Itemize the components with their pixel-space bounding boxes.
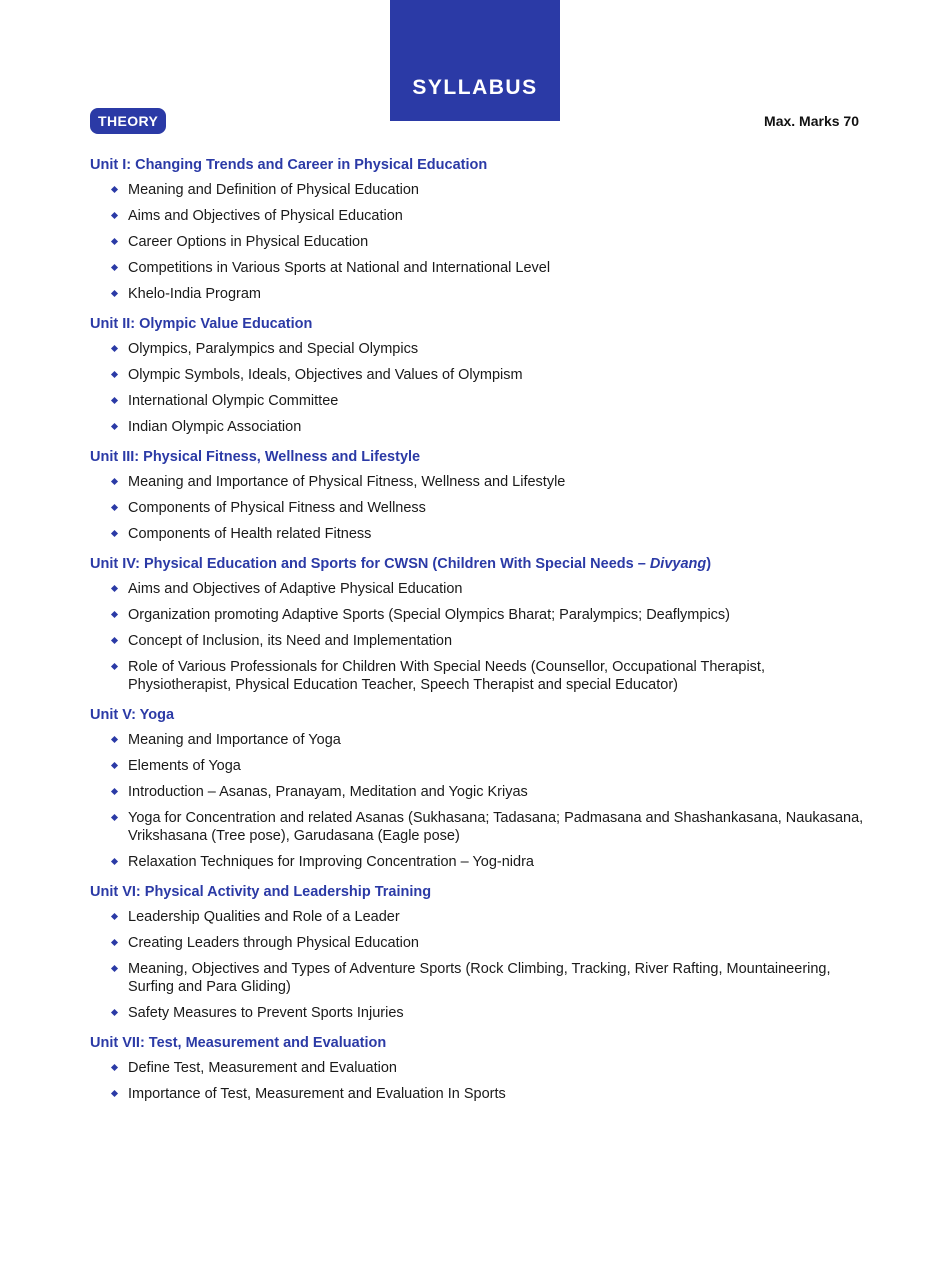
list-item	[90, 233, 870, 251]
diamond-bullet-icon	[111, 345, 118, 352]
unit-title: Unit VII: Test, Measurement and Evaluation	[90, 1035, 387, 1051]
unit-title: Unit III: Physical Fitness, Wellness and Lifestyle	[90, 449, 421, 465]
topic-text: Khelo-India Program	[128, 286, 261, 302]
list-item	[90, 366, 870, 384]
diamond-bullet-icon	[111, 762, 118, 769]
list-item	[90, 181, 870, 199]
topic-text: Aims and Objectives of Adaptive Physical Education	[128, 581, 463, 597]
list-item	[90, 1085, 870, 1103]
diamond-bullet-icon	[111, 858, 118, 865]
diamond-bullet-icon	[111, 530, 118, 537]
topic-text: Career Options in Physical Education	[128, 234, 369, 250]
topic-text: Indian Olympic Association	[128, 419, 302, 435]
topic-text: Olympic Symbols, Ideals, Objectives and Values of Olympism	[128, 367, 523, 383]
list-item	[90, 606, 870, 624]
max-marks: Max. Marks 70	[764, 113, 859, 129]
unit-title	[90, 554, 870, 574]
unit-title-end: )	[706, 556, 712, 572]
diamond-bullet-icon	[111, 611, 118, 618]
list-item	[90, 580, 870, 598]
list-item	[90, 473, 870, 491]
diamond-bullet-icon	[111, 663, 118, 670]
topic-text: Importance of Test, Measurement and Evaluation In Sports	[128, 1086, 506, 1102]
topic-text: Olympics, Paralympics and Special Olympics	[128, 341, 419, 357]
diamond-bullet-icon	[111, 423, 118, 430]
topic-text: Role of Various Professionals for Children With Special Needs (Counsellor, Occupational Therapist, Physiotherapist, Physical Education Teacher, Speech Therapist and special Educator)	[128, 659, 765, 693]
topic-text: Meaning and Definition of Physical Education	[128, 182, 419, 198]
list-item	[90, 340, 870, 358]
list-item	[90, 392, 870, 410]
diamond-bullet-icon	[111, 397, 118, 404]
syllabus-header-tab	[390, 0, 560, 121]
list-item	[90, 908, 870, 926]
list-item	[90, 259, 870, 277]
unit-section	[90, 314, 870, 436]
list-item	[90, 1004, 870, 1022]
diamond-bullet-icon	[111, 814, 118, 821]
diamond-bullet-icon	[111, 290, 118, 297]
topic-text: Concept of Inclusion, its Need and Implementation	[128, 633, 453, 649]
list-item	[90, 960, 870, 996]
theory-badge	[90, 108, 166, 134]
topic-text: Yoga for Concentration and related Asanas (Sukhasana; Tadasana; Padmasana and Shashankasana, Naukasana, Vrikshasana (Tree pose), Garudasana (Eagle pose)	[128, 810, 864, 844]
unit-section	[90, 705, 870, 871]
list-item	[90, 1059, 870, 1077]
topic-text: Aims and Objectives of Physical Education	[128, 208, 403, 224]
unit-title: Unit I: Changing Trends and Career in Physical Education	[90, 157, 488, 173]
diamond-bullet-icon	[111, 736, 118, 743]
unit-section	[90, 882, 870, 1022]
diamond-bullet-icon	[111, 1009, 118, 1016]
list-item	[90, 499, 870, 517]
topic-text: Meaning and Importance of Physical Fitness, Wellness and Lifestyle	[128, 474, 566, 490]
unit-title: Unit VI: Physical Activity and Leadership Training	[90, 884, 432, 900]
topic-text: Define Test, Measurement and Evaluation	[128, 1060, 397, 1076]
topic-list	[90, 731, 870, 871]
list-item	[90, 853, 870, 871]
unit-section	[90, 447, 870, 543]
list-item	[90, 285, 870, 303]
topic-text: Meaning, Objectives and Types of Adventure Sports (Rock Climbing, Tracking, River Rafting, Mountaineering, Surfing and Para Gliding)	[128, 961, 831, 995]
diamond-bullet-icon	[111, 212, 118, 219]
topic-text: Components of Health related Fitness	[128, 526, 372, 542]
unit-section	[90, 155, 870, 303]
diamond-bullet-icon	[111, 913, 118, 920]
topic-text: Competitions in Various Sports at National and International Level	[128, 260, 551, 276]
theory-label: THEORY	[98, 113, 159, 129]
diamond-bullet-icon	[111, 504, 118, 511]
diamond-bullet-icon	[111, 371, 118, 378]
topic-list	[90, 181, 870, 303]
list-item	[90, 658, 870, 694]
unit-title-main: Unit IV: Physical Education and Sports for CWSN (Children With Special Needs –	[90, 556, 650, 572]
diamond-bullet-icon	[111, 939, 118, 946]
topic-text: Elements of Yoga	[128, 758, 241, 774]
diamond-bullet-icon	[111, 238, 118, 245]
topic-text: Relaxation Techniques for Improving Concentration – Yog-nidra	[128, 854, 534, 870]
syllabus-title: SYLLABUS	[412, 76, 538, 99]
topic-list	[90, 473, 870, 543]
topic-text: Components of Physical Fitness and Wellness	[128, 500, 426, 516]
topic-list	[90, 1059, 870, 1103]
unit-title: Unit II: Olympic Value Education	[90, 316, 313, 332]
unit-title: Unit V: Yoga	[90, 707, 175, 723]
list-item	[90, 632, 870, 650]
topic-text: Leadership Qualities and Role of a Leader	[128, 909, 400, 925]
list-item	[90, 783, 870, 801]
diamond-bullet-icon	[111, 637, 118, 644]
topic-text: Creating Leaders through Physical Education	[128, 935, 419, 951]
unit-title-emphasis: Divyang	[649, 556, 707, 572]
list-item	[90, 525, 870, 543]
unit-section	[90, 554, 870, 694]
topic-list	[90, 908, 870, 1022]
list-item	[90, 207, 870, 225]
diamond-bullet-icon	[111, 478, 118, 485]
list-item	[90, 731, 870, 749]
topic-text: Organization promoting Adaptive Sports (Special Olympics Bharat; Paralympics; Deaflympics)	[128, 607, 730, 623]
list-item	[90, 418, 870, 436]
topic-list	[90, 340, 870, 436]
diamond-bullet-icon	[111, 788, 118, 795]
list-item	[90, 809, 870, 845]
diamond-bullet-icon	[111, 1064, 118, 1071]
diamond-bullet-icon	[111, 965, 118, 972]
topic-text: Introduction – Asanas, Pranayam, Meditation and Yogic Kriyas	[128, 784, 528, 800]
diamond-bullet-icon	[111, 1090, 118, 1097]
list-item	[90, 757, 870, 775]
topic-text: Meaning and Importance of Yoga	[128, 732, 341, 748]
topic-text: International Olympic Committee	[128, 393, 339, 409]
topic-list	[90, 580, 870, 694]
diamond-bullet-icon	[111, 585, 118, 592]
list-item	[90, 934, 870, 952]
diamond-bullet-icon	[111, 186, 118, 193]
unit-section	[90, 1033, 870, 1103]
topic-text: Safety Measures to Prevent Sports Injuries	[128, 1005, 404, 1021]
diamond-bullet-icon	[111, 264, 118, 271]
syllabus-content	[90, 155, 870, 1114]
